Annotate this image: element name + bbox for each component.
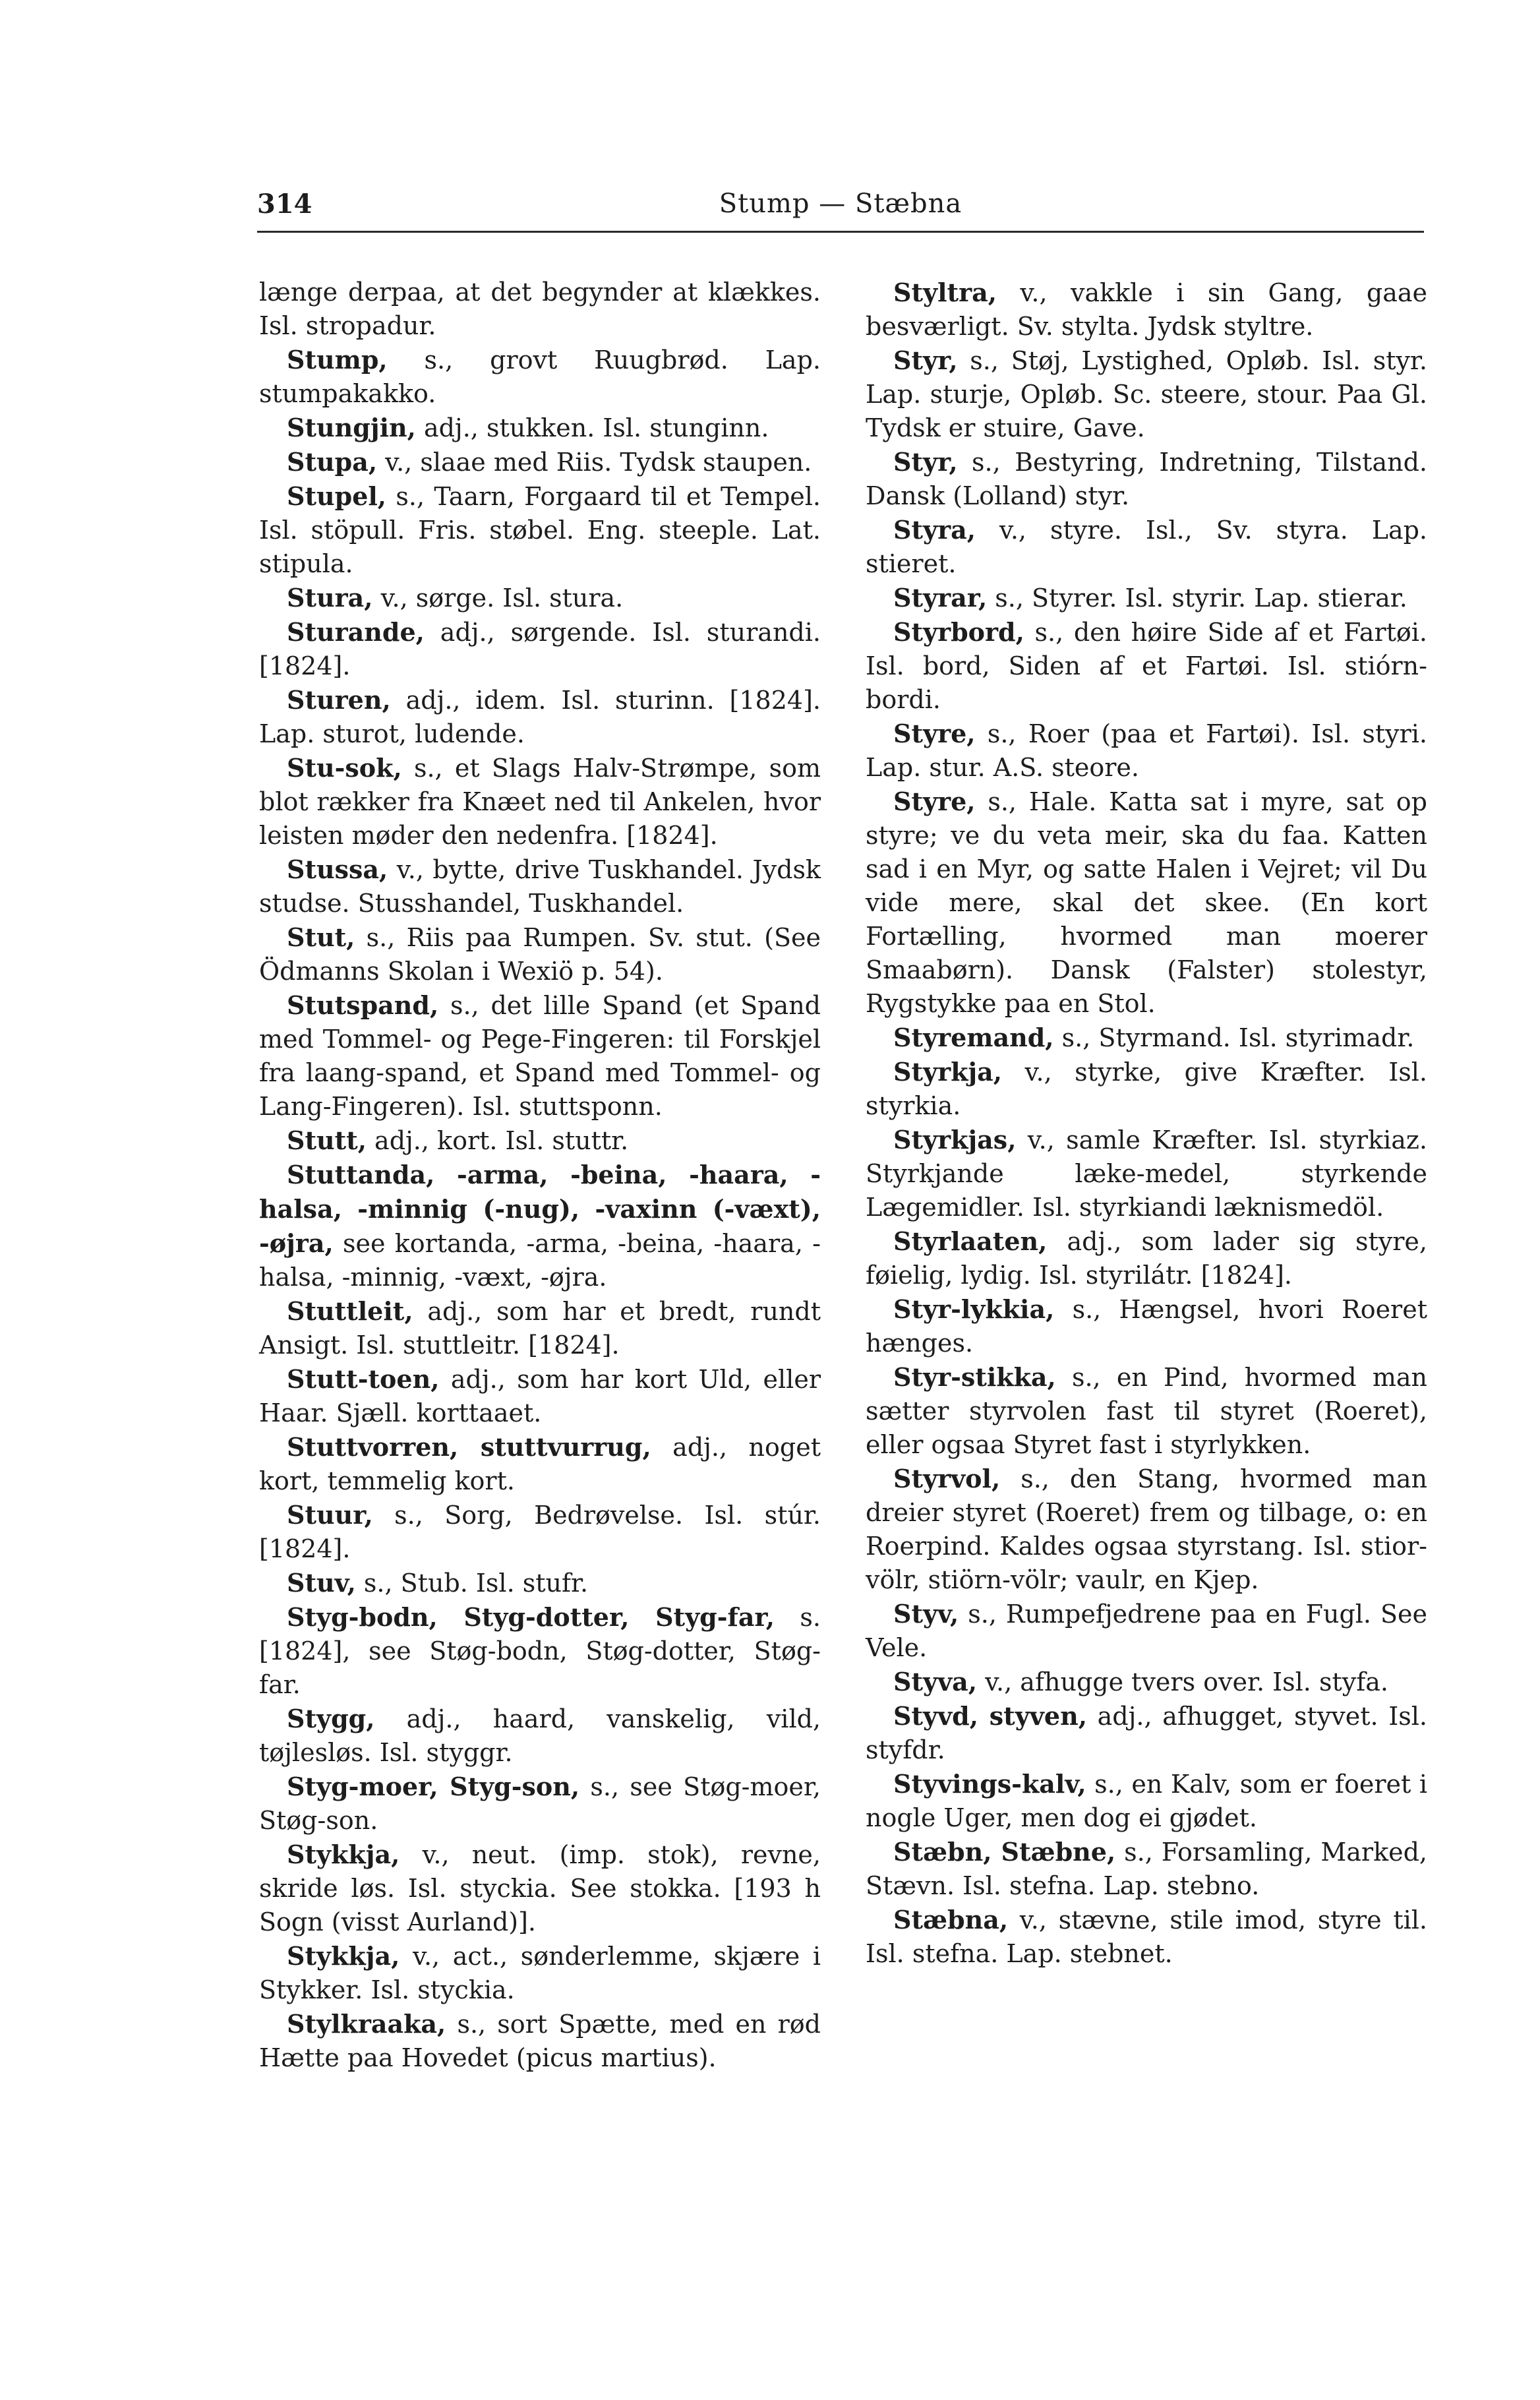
- entry-definition: v., styrke, give Kræfter. Isl. styrkia.: [866, 1058, 1427, 1120]
- dictionary-entry: [259, 751, 821, 853]
- entry-definition: v., vakkle i sin Gang, gaae besværligt. Sv. stylta. Jydsk styltre.: [866, 278, 1427, 341]
- entry-definition: s., Bestyring, Indretning, Tilstand. Dansk (Lolland) styr.: [866, 448, 1427, 510]
- entry-headword: Stussa,: [287, 855, 388, 884]
- entry-headword: Stutt,: [287, 1125, 367, 1155]
- dictionary-entry: [259, 853, 821, 920]
- entry-headword: Stuur,: [287, 1500, 373, 1530]
- dictionary-entry: [259, 1600, 821, 1702]
- dictionary-entry: [866, 1360, 1427, 1462]
- dictionary-entry: [259, 1294, 821, 1362]
- entry-definition: s., Forsamling, Marked, Stævn. Isl. stefna. Lap. stebno.: [866, 1838, 1428, 1900]
- dictionary-entry: [259, 920, 821, 988]
- dictionary-entry: [259, 1770, 821, 1838]
- entry-definition: s., et Slags Halv-Strømpe, som blot rækker fra Knæet ned til Ankelen, hvor leisten møder den nedenfra. [1824].: [259, 754, 821, 850]
- dictionary-entry: [866, 1835, 1427, 1903]
- entry-definition: s., Styrer. Isl. styrir. Lap. stierar.: [987, 584, 1407, 613]
- dictionary-entry: [259, 1158, 821, 1294]
- entry-definition: adj., som har kort Uld, eller Haar. Sjæll. korttaaet.: [259, 1365, 821, 1427]
- entry-headword: Stutspand,: [287, 990, 439, 1020]
- dictionary-entry: [259, 1566, 821, 1600]
- entry-definition: s., sort Spætte, med en rød Hætte paa Hovedet (picus martius).: [259, 2010, 821, 2072]
- entry-headword: Styrvol,: [893, 1464, 1001, 1493]
- dictionary-entry: [866, 1597, 1427, 1665]
- entry-definition: v., bytte, drive Tuskhandel. Jydsk studse. Stusshandel, Tuskhandel.: [259, 855, 821, 918]
- entry-headword: Styrlaaten,: [893, 1226, 1048, 1256]
- entry-definition: adj., noget kort, temmelig kort.: [259, 1433, 821, 1495]
- entry-headword: Stuttanda, -arma, -beina, -haara, -halsa, -minnig (-nug), -vaxinn (-væxt), -øjra,: [259, 1160, 821, 1258]
- entry-definition: s., Støj, Lystighed, Opløb. Isl. styr. Lap. sturje, Opløb. Sc. steere, stour. Paa Gl. Tydsk er stuire, Gave.: [866, 346, 1427, 442]
- entry-headword: Stygg,: [287, 1704, 375, 1733]
- entry-headword: Styv,: [893, 1599, 959, 1629]
- entry-headword: Stæbn, Stæbne,: [893, 1837, 1116, 1867]
- entry-headword: Styrkja,: [893, 1057, 1003, 1087]
- entry-definition: s. [1824], see Støg-bodn, Støg-dotter, Støg-far.: [259, 1603, 821, 1699]
- dictionary-entry: [866, 717, 1427, 785]
- entry-headword: Styrar,: [893, 583, 988, 613]
- entry-headword: Sturen,: [287, 685, 391, 715]
- entry-definition: s., Rumpefjedrene paa en Fugl. See Vele.: [866, 1600, 1427, 1662]
- dictionary-entry: [866, 344, 1427, 445]
- entry-definition: adj., haard, vanskelig, vild, tøjlesløs. Isl. styggr.: [259, 1704, 821, 1767]
- dictionary-entry: [259, 1430, 821, 1498]
- entry-definition: s., den Stang, hvormed man dreier styret (Roeret) frem og tilbage, o: en Roerpind. Kaldes ogsaa styrstang. Isl. stior-völr, stiörn-völr; vaulr, en Kjep.: [866, 1464, 1427, 1594]
- dictionary-entry: [866, 1021, 1427, 1055]
- dictionary-entry: [259, 1362, 821, 1430]
- entry-headword: Stu-sok,: [287, 753, 402, 783]
- entry-headword: Stutt-toen,: [287, 1364, 440, 1394]
- entry-definition: v., neut. (imp. stok), revne, skride løs. Isl. styckia. See stokka. [193 h Sogn (visst Aurland)].: [259, 1840, 821, 1936]
- entry-headword: Stylkraaka,: [287, 2009, 446, 2039]
- page-header: [257, 189, 1424, 228]
- entry-headword: Styrkjas,: [893, 1125, 1017, 1155]
- running-title: Stump — Stæbna: [719, 189, 962, 219]
- entry-definition: adj., idem. Isl. sturinn. [1824]. Lap. sturot, ludende.: [259, 686, 821, 748]
- dictionary-entry: [259, 2007, 821, 2075]
- dictionary-entry: [259, 988, 821, 1124]
- entry-definition: s., Sorg, Bedrøvelse. Isl. stúr. [1824].: [259, 1501, 821, 1563]
- page-number: 314: [257, 189, 312, 220]
- entry-headword: Styva,: [893, 1667, 978, 1696]
- entry-headword: Stump,: [287, 345, 388, 375]
- dictionary-entry: [866, 1462, 1427, 1597]
- dictionary-entry: [259, 683, 821, 751]
- dictionary-entry: [259, 615, 821, 683]
- dictionary-entry: [866, 1665, 1427, 1699]
- entry-definition: s., det lille Spand (et Spand med Tommel- og Pege-Fingeren: til Forskjel fra laang-spand, et Spand med Tommel- og Lang-Fingeren). Isl. stuttsponn.: [259, 991, 821, 1121]
- entry-headword: Styre,: [893, 719, 976, 748]
- entry-definition: adj., afhugget, styvet. Isl. styfdr.: [866, 1702, 1428, 1764]
- dictionary-entry: [866, 445, 1427, 513]
- entry-headword: Stupa,: [287, 447, 378, 477]
- entry-definition: see kortanda, -arma, -beina, -haara, -halsa, -minnig, -væxt, -øjra.: [259, 1229, 821, 1292]
- dictionary-entry: [866, 1292, 1427, 1360]
- dictionary-entry: [259, 343, 821, 411]
- dictionary-entry: [259, 581, 821, 615]
- dictionary-entry: [866, 1903, 1427, 1971]
- entry-headword: Styr,: [893, 447, 958, 477]
- entry-headword: Styr-stikka,: [893, 1362, 1056, 1392]
- dictionary-entry: [259, 479, 821, 581]
- entry-headword: Styremand,: [893, 1023, 1054, 1052]
- entry-headword: Styra,: [893, 515, 976, 545]
- dictionary-entry: [866, 581, 1427, 615]
- dictionary-entry: [259, 411, 821, 445]
- entry-definition: s., Taarn, Forgaard til et Tempel. Isl. stöpull. Fris. støbel. Eng. steeple. Lat. stipula.: [259, 482, 821, 578]
- dictionary-entry: [866, 1699, 1427, 1767]
- entry-headword: Styr-lykkia,: [893, 1294, 1055, 1324]
- entry-definition: s., grovt Ruugbrød. Lap. stumpakakko.: [259, 345, 821, 408]
- entry-definition: v., slaae med Riis. Tydsk staupen.: [377, 448, 812, 477]
- entry-definition: v., stævne, stile imod, styre til. Isl. stefna. Lap. stebnet.: [866, 1905, 1427, 1968]
- entry-headword: Styvings-kalv,: [893, 1769, 1086, 1799]
- entry-definition: adj., som har et bredt, rundt Ansigt. Isl. stuttleitr. [1824].: [259, 1297, 821, 1360]
- entry-headword: Styg-bodn, Styg-dotter, Styg-far,: [287, 1602, 775, 1632]
- entry-headword: Stuttleit,: [287, 1296, 413, 1326]
- dictionary-entry: [866, 785, 1427, 1021]
- entry-headword: Stykkja,: [287, 1840, 400, 1869]
- entry-definition: v., afhugge tvers over. Isl. styfa.: [977, 1667, 1388, 1696]
- entry-definition: v., styre. Isl., Sv. styra. Lap. stieret.: [866, 516, 1427, 578]
- entry-definition: adj., kort. Isl. stuttr.: [366, 1126, 629, 1155]
- left-column: [259, 276, 821, 2075]
- entry-headword: Stupel,: [287, 481, 387, 511]
- entry-headword: Stykkja,: [287, 1941, 400, 1971]
- entry-headword: Styre,: [893, 787, 976, 816]
- entry-definition: længe derpaa, at det begynder at klækkes. Isl. stropadur.: [259, 278, 821, 340]
- entry-headword: Stura,: [287, 583, 373, 613]
- entry-headword: Sturande,: [287, 617, 425, 647]
- dictionary-entry: [866, 615, 1427, 717]
- entry-definition: s., Roer (paa et Fartøi). Isl. styri. Lap. stur. A.S. steore.: [866, 719, 1427, 782]
- entry-definition: s., den høire Side af et Fartøi. Isl. bord, Siden af et Fartøi. Isl. stiórn-bordi.: [866, 618, 1427, 714]
- dictionary-entry: [866, 1224, 1427, 1292]
- entry-headword: Stuv,: [287, 1568, 356, 1598]
- entry-headword: Stuttvorren, stuttvurrug,: [287, 1432, 651, 1462]
- entry-definition: v., act., sønderlemme, skjære i Stykker. Isl. styckia.: [259, 1942, 821, 2004]
- dictionary-entry: [259, 1124, 821, 1158]
- entry-definition: adj., som lader sig styre, føielig, lydig. Isl. styrilátr. [1824].: [866, 1227, 1427, 1290]
- entry-definition: s., Stub. Isl. stufr.: [355, 1569, 589, 1598]
- entry-definition: s., Hængsel, hvori Roeret hænges.: [866, 1295, 1427, 1358]
- entry-definition: s., Styrmand. Isl. styrimadr.: [1053, 1023, 1415, 1052]
- dictionary-entry: [259, 1838, 821, 1939]
- dictionary-entry: [866, 276, 1427, 344]
- entry-headword: Styltra,: [893, 278, 997, 307]
- dictionary-entry: [866, 513, 1427, 581]
- dictionary-entry: [259, 1702, 821, 1770]
- entry-definition: adj., sørgende. Isl. sturandi. [1824].: [259, 618, 821, 680]
- entry-definition: adj., stukken. Isl. stunginn.: [415, 413, 769, 442]
- dictionary-entry: [866, 1055, 1427, 1123]
- entry-definition: v., samle Kræfter. Isl. styrkiaz. Styrkjande læke-medel, styrkende Lægemidler. Isl. styrkiandi læknismedöl.: [866, 1125, 1427, 1222]
- dictionary-entry: [259, 276, 821, 343]
- entry-definition: s., see Støg-moer, Støg-son.: [259, 1772, 821, 1835]
- entry-definition: s., Hale. Katta sat i myre, sat op styre; ve du veta meir, ska du faa. Katten sad i en Myr, og satte Halen i Vejret; vil Du vide mere, skal det skee. (En kort Fortælling, hvormed man moerer Smaabørn). Dansk (Falster) stolestyr, Rygstykke paa en Stol.: [866, 787, 1427, 1018]
- entry-headword: Stut,: [287, 922, 355, 952]
- dictionary-entry: [866, 1123, 1427, 1224]
- entry-headword: Stungjin,: [287, 413, 416, 442]
- entry-definition: s., Riis paa Rumpen. Sv. stut. (See Ödmanns Skolan i Wexiö p. 54).: [259, 923, 821, 986]
- entry-headword: Styvd, styven,: [893, 1701, 1087, 1731]
- entry-definition: s., en Kalv, som er foeret i nogle Uger, men dog ei gjødet.: [866, 1770, 1427, 1832]
- dictionary-entry: [259, 1498, 821, 1566]
- entry-headword: Styrbord,: [893, 617, 1024, 647]
- entry-headword: Styg-moer, Styg-son,: [287, 1772, 580, 1801]
- entry-definition: s., en Pind, hvormed man sætter styrvolen fast til styret (Roeret), eller ogsaa Styret fast i styrlykken.: [866, 1363, 1427, 1459]
- entry-headword: Stæbna,: [893, 1905, 1009, 1935]
- right-column: [866, 276, 1427, 1971]
- dictionary-entry: [259, 445, 821, 479]
- dictionary-entry: [259, 1939, 821, 2007]
- entry-headword: Styr,: [893, 345, 958, 375]
- header-rule: [257, 231, 1424, 233]
- entry-definition: v., sørge. Isl. stura.: [372, 584, 624, 613]
- dictionary-entry: [866, 1767, 1427, 1835]
